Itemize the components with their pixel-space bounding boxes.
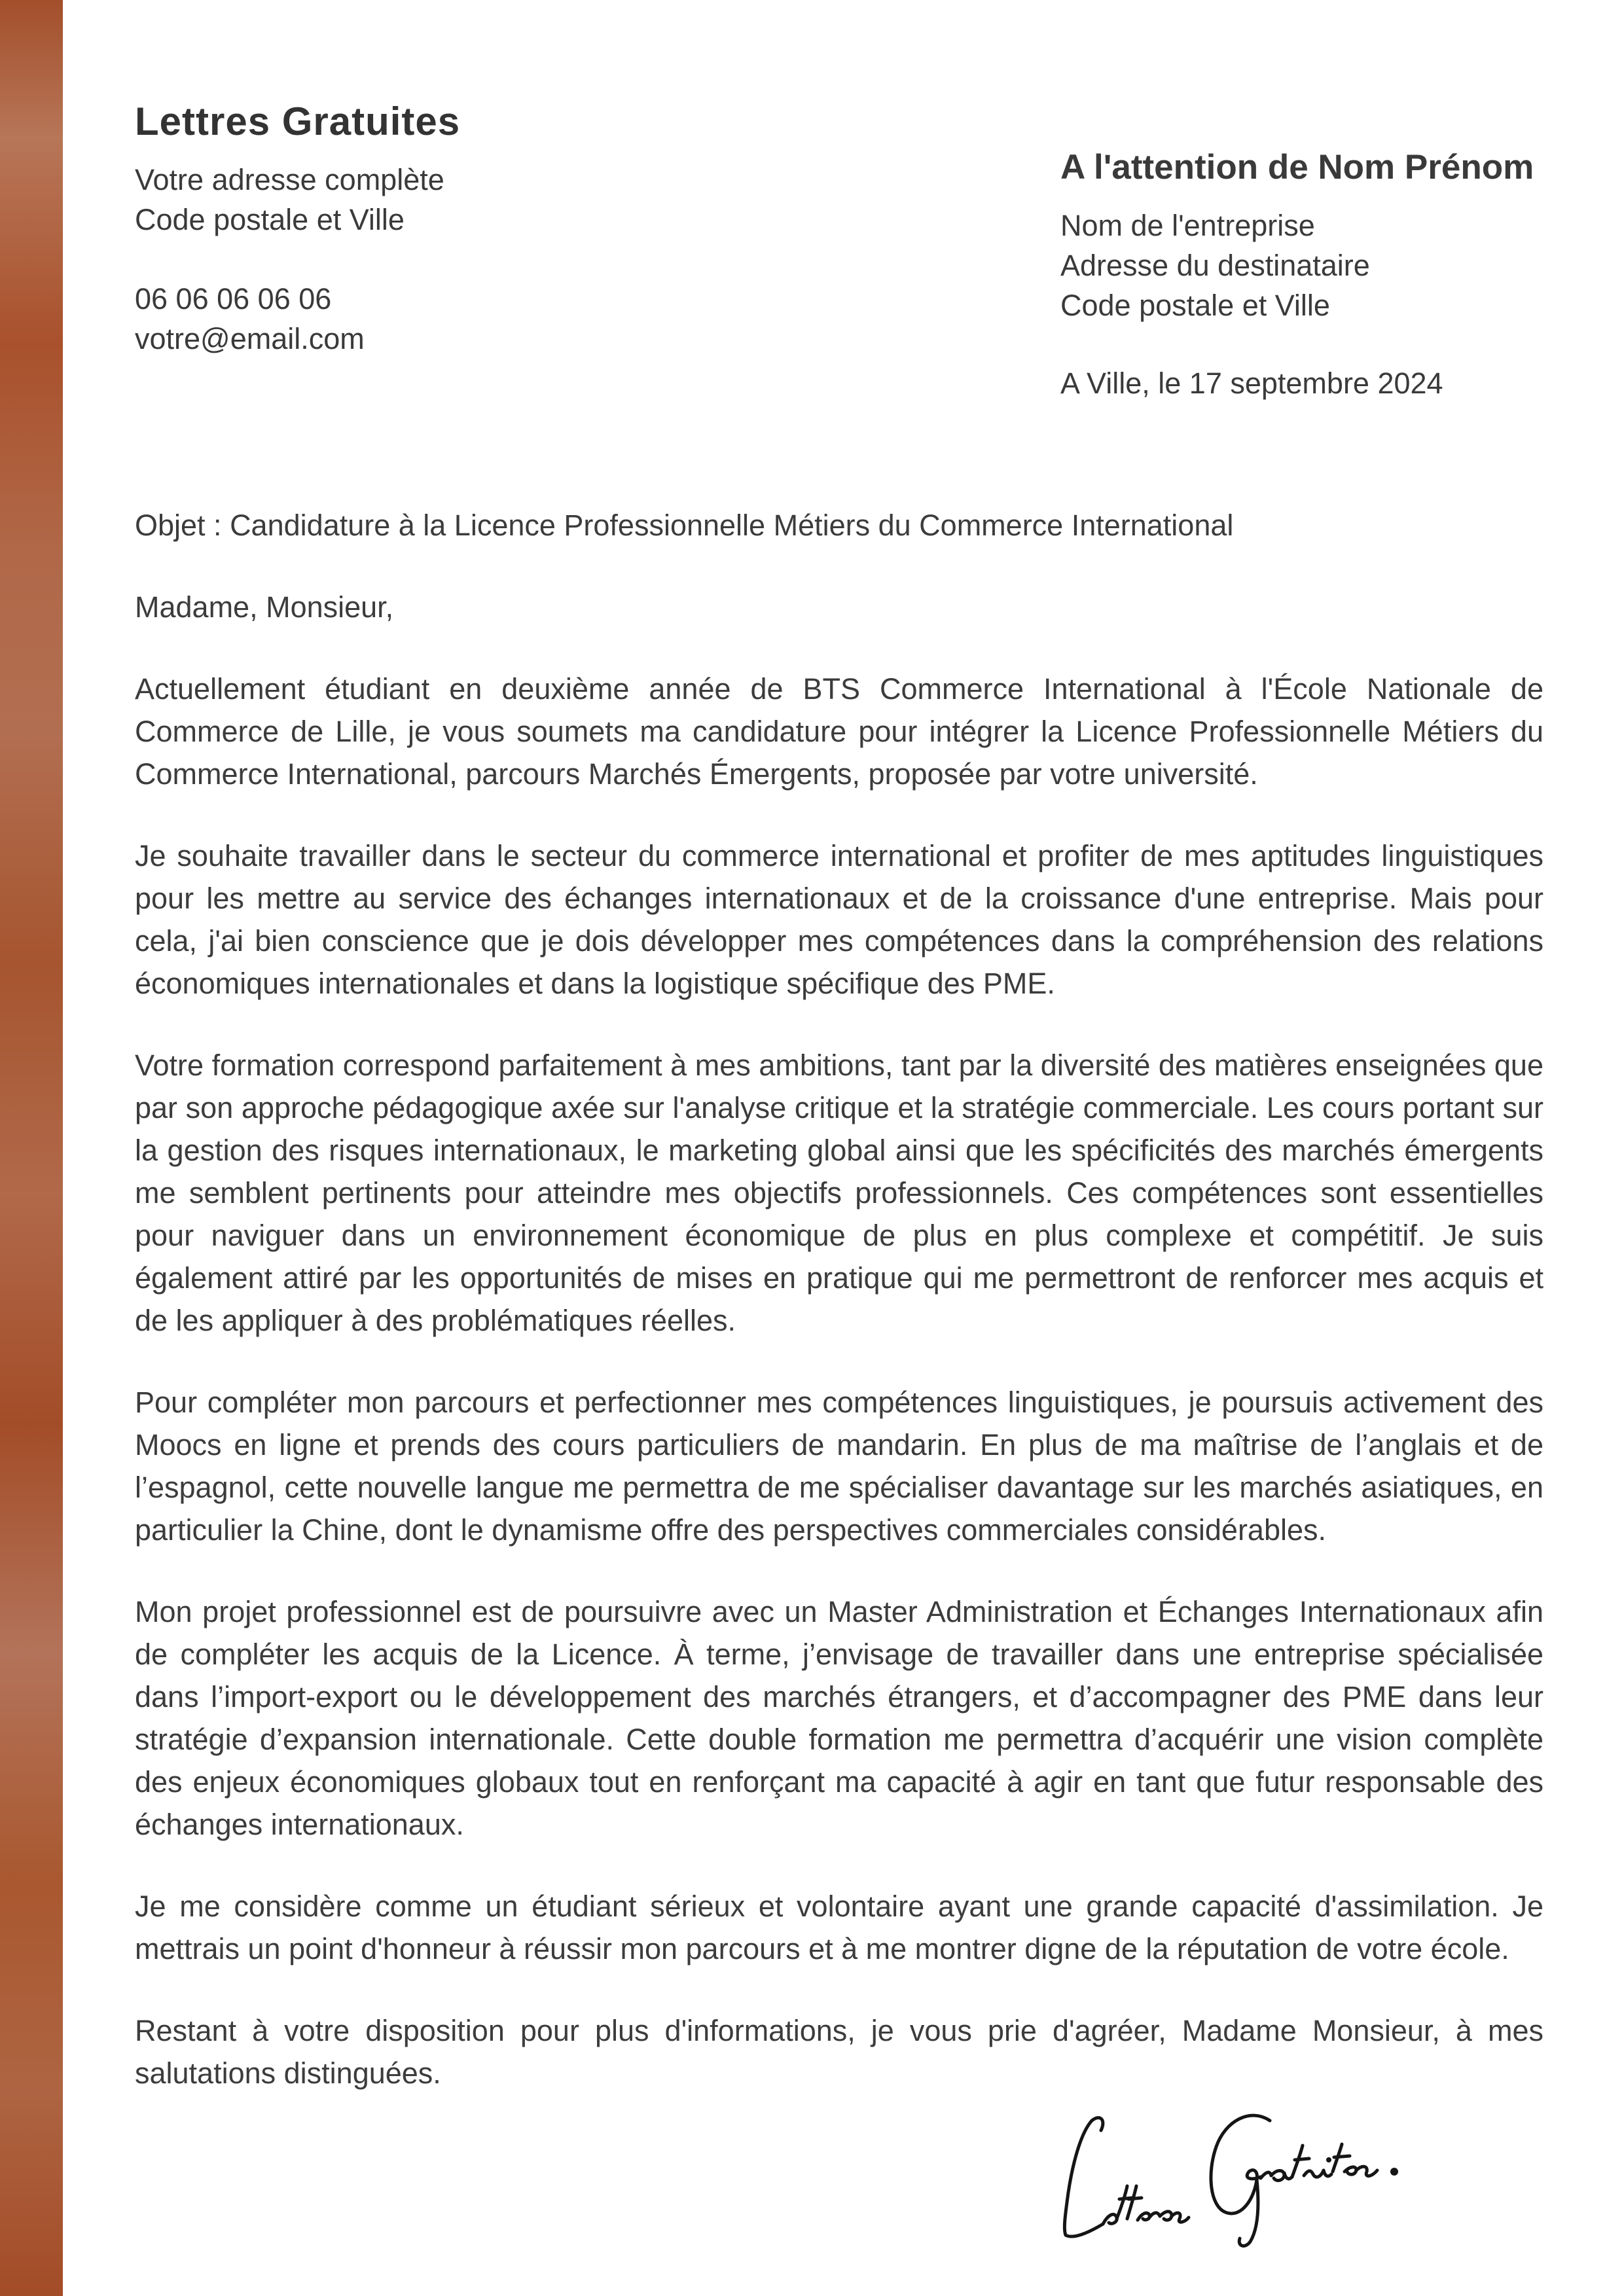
letter-subject: Objet : Candidature à la Licence Professionnelle Métiers du Commerce International (135, 509, 1234, 542)
letter-date: A Ville, le 17 septembre 2024 (1060, 367, 1443, 400)
letter-paragraph: Pour compléter mon parcours et perfectionner mes compétences linguistiques, je poursuis activement des Moocs en ligne et prends des cours particuliers de mandarin. En plus de ma maîtrise de l’anglais et de l’espagnol, cette nouvelle langue me permettra de me spécialiser davantage sur les marchés asiatiques, en particulier la Chine, dont le dynamisme offre des perspectives commerciales considérables. (135, 1386, 1543, 1547)
sender-city: Code postale et Ville (135, 203, 405, 236)
letter-salutation: Madame, Monsieur, (135, 590, 394, 624)
recipient-attention: A l'attention de Nom Prénom (1060, 148, 1534, 187)
sender-email: votre@email.com (135, 322, 365, 355)
recipient-city: Code postale et Ville (1060, 289, 1330, 322)
sender-phone: 06 06 06 06 06 (135, 282, 332, 315)
recipient-company: Nom de l'entreprise (1060, 209, 1315, 242)
sender-name: Lettres Gratuites (135, 99, 461, 143)
letter-body (135, 504, 1543, 2134)
letter-paragraph: Restant à votre disposition pour plus d'informations, je vous prie d'agréer, Madame Monsieur, à mes salutations distinguées. (135, 2014, 1543, 2090)
recipient-block (1060, 147, 1597, 403)
letter-paragraph: Actuellement étudiant en deuxième année de BTS Commerce International à l'École Nationale de Commerce de Lille, je vous soumets ma candidature pour intégrer la Licence Professionnelle Métiers du Commerce International, parcours Marchés Émergents, proposée par votre université. (135, 672, 1543, 791)
decorative-side-band (0, 0, 63, 2296)
sender-block (135, 98, 724, 359)
sender-address: Votre adresse complète (135, 163, 444, 196)
letter-paragraph: Je me considère comme un étudiant sérieux et volontaire ayant une grande capacité d'assimilation. Je mettrais un point d'honneur à réussir mon parcours et à me montrer digne de la réputation de votre école. (135, 1890, 1543, 1965)
handwritten-signature (1054, 2094, 1460, 2251)
letter-paragraph: Mon projet professionnel est de poursuivre avec un Master Administration et Échanges Internationaux afin de compléter les acquis de la Licence. À terme, j’envisage de travailler dans une entreprise spécialisée dans l’import-export ou le développement des marchés étrangers, et d’accompagner des PME dans leur stratégie d’expansion internationale. Cette double formation me permettra d’acquérir une vision complète des enjeux économiques globaux tout en renforçant ma capacité à agir en tant que futur responsable des échanges internationaux. (135, 1595, 1543, 1841)
recipient-address: Adresse du destinataire (1060, 249, 1370, 282)
signature-drawing (1054, 2094, 1460, 2251)
letter-paragraph: Votre formation correspond parfaitement à mes ambitions, tant par la diversité des matières enseignées que par son approche pédagogique axée sur l'analyse critique et la stratégie commerciale. Les cours portant sur la gestion des risques internationaux, le marketing global ainsi que les spécificités des marchés émergents me semblent pertinents pour atteindre mes objectifs professionnels. Ces compétences sont essentielles pour naviguer dans un environnement économique de plus en plus complexe et compétitif. Je suis également attiré par les opportunités de mises en pratique qui me permettront de renforcer mes acquis et de les appliquer à des problématiques réelles. (135, 1049, 1543, 1337)
letter-paragraph: Je souhaite travailler dans le secteur du commerce international et profiter de mes aptitudes linguistiques pour les mettre au service des échanges internationaux et de la croissance d'une entreprise. Mais pour cela, j'ai bien conscience que je dois développer mes compétences dans la compréhension des relations économiques internationales et dans la logistique spécifique des PME. (135, 839, 1543, 1000)
